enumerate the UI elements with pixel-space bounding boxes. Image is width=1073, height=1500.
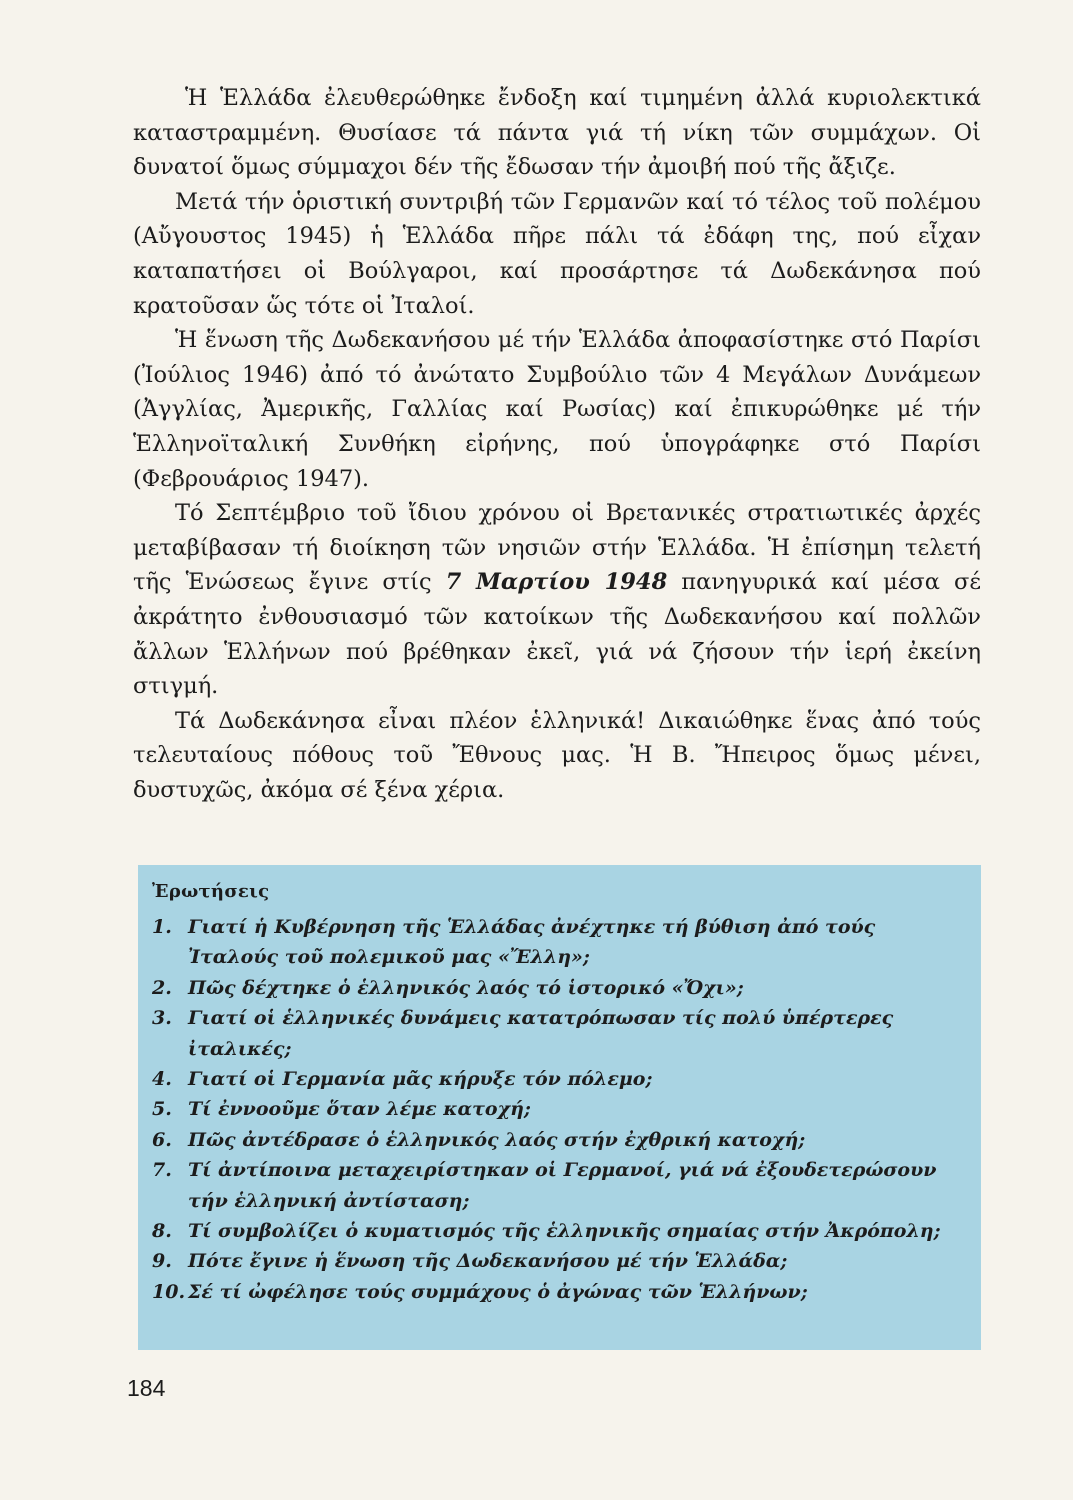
question-number: 9. <box>152 1250 172 1273</box>
question-text: Τί ἀντίποινα μεταχειρίστηκαν οἱ Γερμανοί, γιά νά ἐξουδετερώσουν τήν ἑλληνική ἀντίσταση; <box>188 1159 937 1212</box>
question-text: Τί ἐννοοῦμε ὅταν λέμε κατοχή; <box>188 1098 531 1121</box>
question-text: Πότε ἔγινε ἡ ἕνωση τῆς Δωδεκανήσου μέ τήν Ἑλλάδα; <box>188 1250 788 1273</box>
question-item <box>152 1094 952 1124</box>
paragraph-4-end: πανηγυρικά καί μέσα σέ ἀκράτητο ἐνθουσιασμό τῶν κατοίκων τῆς Δωδεκανήσου καί πολλῶν ἄλλων Ἑλλήνων πού βρέθηκαν ἐκεῖ, γιά νά ζήσουν τήν ἱερή ἐκείνη στιγμή. <box>133 569 981 700</box>
question-item <box>152 1064 952 1094</box>
question-item <box>152 973 952 1003</box>
question-item <box>152 1003 952 1064</box>
questions-list <box>152 912 952 1307</box>
question-text: Γιατί ἡ Κυβέρνηση τῆς Ἑλλάδας ἀνέχτηκε τή βύθιση ἀπό τούς Ἰταλούς τοῦ πολεμικοῦ μας «Ἔλλη»; <box>188 916 876 969</box>
question-item <box>152 1155 952 1216</box>
question-text: Πῶς ἀντέδρασε ὁ ἑλληνικός λαός στήν ἐχθρική κατοχή; <box>188 1128 806 1151</box>
questions-title: Ἐρωτήσεις <box>152 881 270 902</box>
question-number: 7. <box>152 1159 172 1182</box>
paragraph-4 <box>133 496 981 704</box>
question-text: Γιατί οἱ Γερμανία μᾶς κήρυξε τόν πόλεμο; <box>188 1068 653 1091</box>
union-date: 7 Μαρτίου 1948 <box>445 569 668 596</box>
question-item <box>152 912 952 973</box>
question-number: 8. <box>152 1220 172 1243</box>
page-number: 184 <box>127 1375 166 1401</box>
question-item <box>152 1216 952 1246</box>
question-number: 5. <box>152 1098 172 1121</box>
question-number: 1. <box>152 916 172 938</box>
questions-box <box>138 865 981 1350</box>
question-number: 6. <box>152 1128 172 1151</box>
question-text: Γιατί οἱ ἑλληνικές δυνάμεις κατατρόπωσαν τίς πολύ ὑπέρτερες ἰταλικές; <box>188 1007 894 1060</box>
question-text: Πῶς δέχτηκε ὁ ἑλληνικός λαός τό ἱστορικό «Ὄχι»; <box>188 976 744 999</box>
question-text: Τί συμβολίζει ὁ κυματισμός τῆς ἑλληνικῆς σημαίας στήν Ἀκρόπολη; <box>188 1220 941 1243</box>
question-number: 4. <box>152 1068 172 1091</box>
question-item <box>152 1246 952 1276</box>
question-number: 3. <box>152 1007 172 1030</box>
paragraph-1: Ἡ Ἑλλάδα ἐλευθερώθηκε ἔνδοξη καί τιμημένη ἀλλά κυριολεκτικά καταστραμμένη. Θυσίασε τά πάντα γιά τή νίκη τῶν συμμάχων. Οἱ δυνατοί ὅμως σύμμαχοι δέν τῆς ἔδωσαν τήν ἀμοιβή πού τῆς ἄξιζε. <box>133 85 981 181</box>
paragraph-3: Ἡ ἕνωση τῆς Δωδεκανήσου μέ τήν Ἑλλάδα ἀποφασίστηκε στό Παρίσι (Ἰούλιος 1946) ἀπό τό ἀνώτατο Συμβούλιο τῶν 4 Μεγάλων Δυνάμεων (Ἀγγλίας, Ἀμερικῆς, Γαλλίας καί Ρωσίας) καί ἐπικυρώθηκε μέ τήν Ἑλληνοϊταλική Συνθήκη εἰρήνης, πού ὑπογράφηκε στό Παρίσι (Φεβρουάριος 1947). <box>133 327 981 492</box>
paragraph-2: Μετά τήν ὁριστική συντριβή τῶν Γερμανῶν καί τό τέλος τοῦ πολέμου (Αὔγουστος 1945) ἡ Ἑλλάδα πῆρε πάλι τά ἐδάφη της, πού εἶχαν καταπατήσει οἱ Βούλγαροι, καί προσάρτησε τά Δωδεκάνησα πού κρατοῦσαν ὥς τότε οἱ Ἰταλοί. <box>133 188 981 319</box>
question-text: Σέ τί ὠφέλησε τούς συμμάχους ὁ ἀγώνας τῶν Ἑλλήνων; <box>188 1280 808 1303</box>
paragraph-4-start: Τό Σεπτέμβριο τοῦ ἴδιου χρόνου οἱ Βρετανικές στρατιωτικές ἀρχές μεταβίβασαν τή διοίκηση τῶν νησιῶν στήν Ἑλλάδα. Ἡ ἐπίσημη τελετή τῆς Ἑνώσεως ἔγινε στίς <box>133 500 981 596</box>
question-item <box>152 1277 952 1307</box>
question-item <box>152 1125 952 1155</box>
question-number: 10. <box>152 1280 186 1303</box>
question-number: 2. <box>152 976 172 999</box>
paragraph-5: Τά Δωδεκάνησα εἶναι πλέον ἑλληνικά! Δικαιώθηκε ἕνας ἀπό τούς τελευταίους πόθους τοῦ Ἔθνους μας. Ἡ Β. Ἤπειρος ὅμως μένει, δυστυχῶς, ἀκόμα σέ ξένα χέρια. <box>133 707 981 803</box>
main-text <box>133 81 981 807</box>
